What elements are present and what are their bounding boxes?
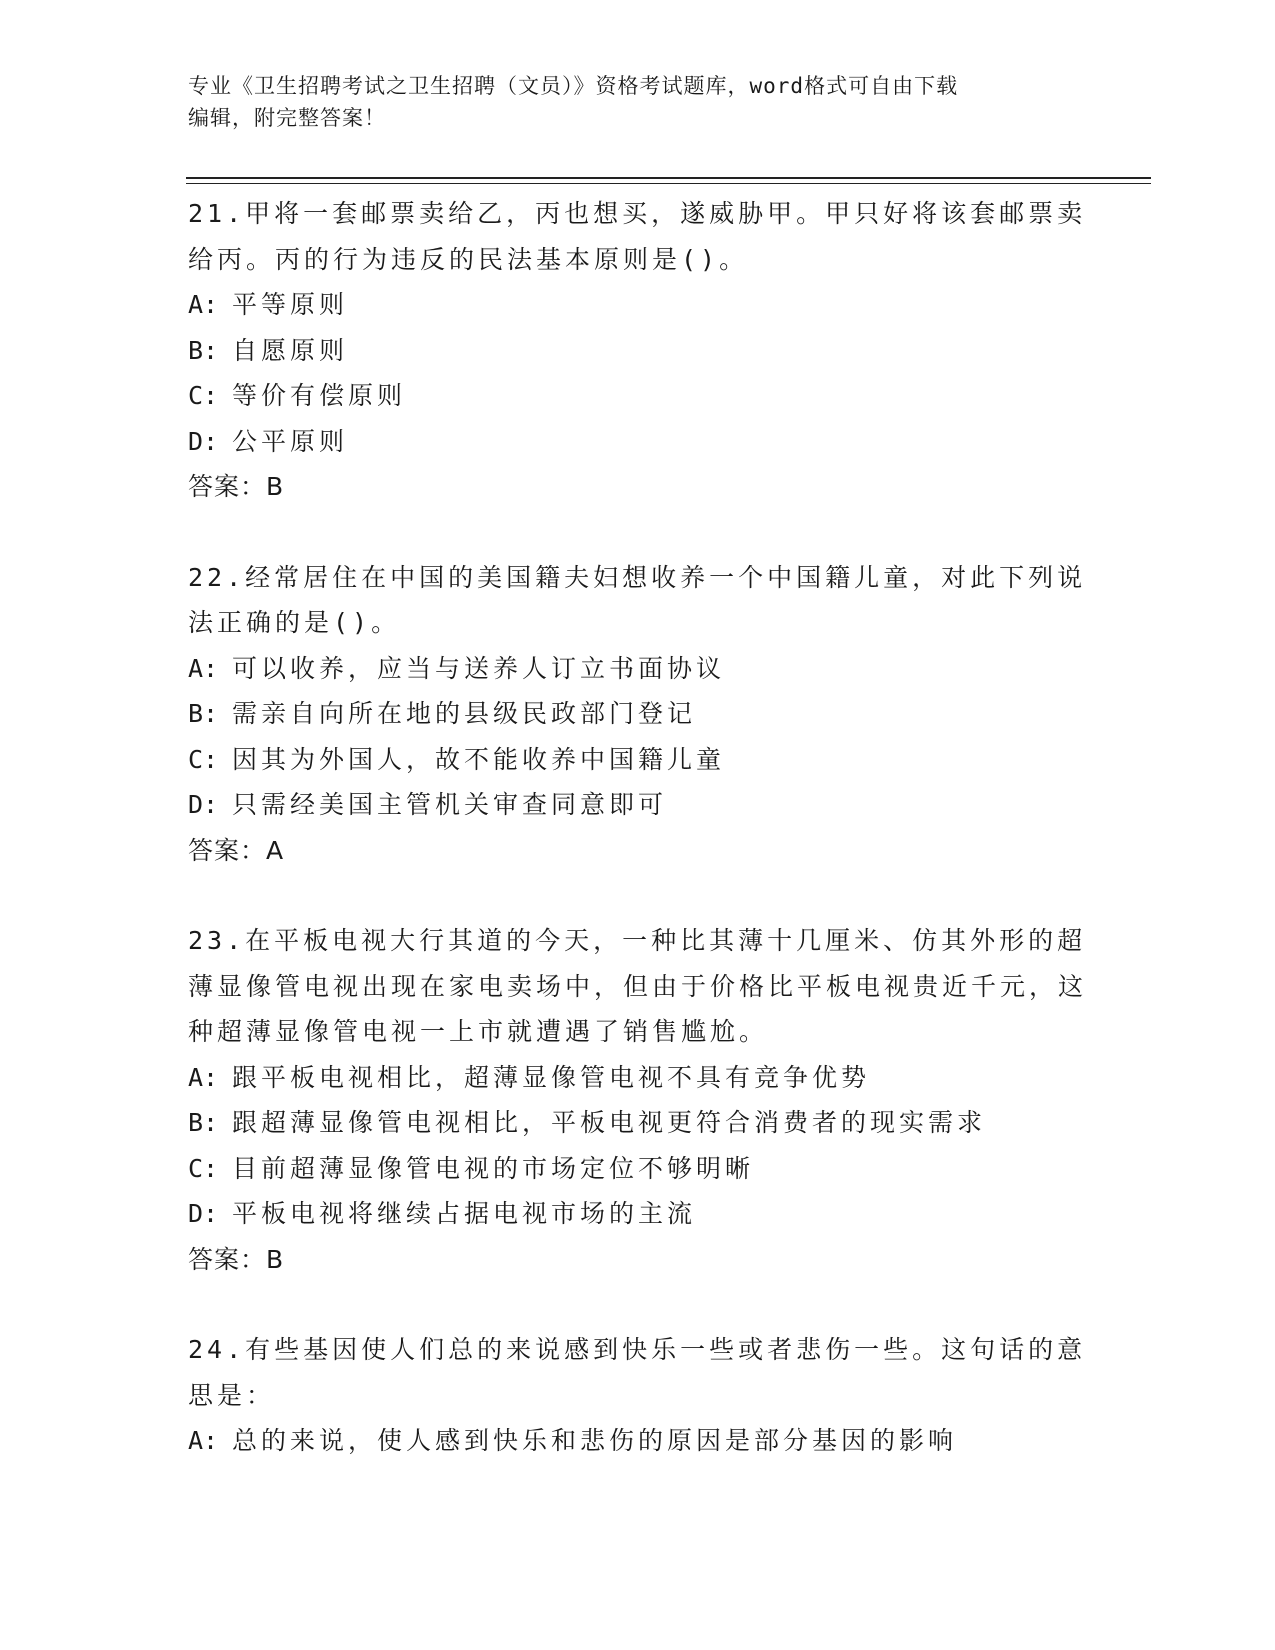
option-text: 因其为外国人，故不能收养中国籍儿童 <box>232 744 726 774</box>
option-text: 跟超薄显像管电视相比，平板电视更符合消费者的现实需求 <box>232 1108 987 1137</box>
question-22 <box>188 555 1088 874</box>
question-stem: 22.经常居住在中国的美国籍夫妇想收养一个中国籍儿童，对此下列说法正确的是()。 <box>188 562 1087 637</box>
option-c <box>188 373 1088 419</box>
option-key: C: <box>188 744 219 774</box>
option-text: 公平原则 <box>232 426 349 456</box>
option-key: C: <box>188 381 219 410</box>
question-stem: 21.甲将一套邮票卖给乙，丙也想买，遂威胁甲。甲只好将该套邮票卖给丙。丙的行为违反的民法基本原则是()。 <box>188 199 1087 274</box>
option-key: A: <box>188 290 219 319</box>
option-b <box>188 328 1088 374</box>
option-key: A: <box>188 1062 219 1092</box>
answer-line: 答案：A <box>188 835 285 865</box>
question-stem: 23.在平板电视大行其道的今天，一种比其薄十几厘米、仿其外形的超薄显像管电视出现在家电卖场中，但由于价格比平板电视贵近千元，这种超薄显像管电视一上市就遭遇了销售尴尬。 <box>188 926 1088 1046</box>
header-line-2: 编辑，附完整答案！ <box>188 106 386 130</box>
answer-line: 答案：B <box>188 1244 285 1274</box>
option-key: D: <box>188 426 219 456</box>
option-text: 只需经美国主管机关审查同意即可 <box>232 790 668 819</box>
option-text: 目前超薄显像管电视的市场定位不够明晰 <box>232 1153 755 1183</box>
option-key: C: <box>188 1153 219 1183</box>
header-line-1: 专业《卫生招聘考试之卫生招聘（文员）》资格考试题库，word格式可自由下载 <box>188 74 959 98</box>
option-key: B: <box>188 1108 219 1137</box>
option-d <box>188 419 1088 465</box>
option-text: 自愿原则 <box>232 335 349 365</box>
option-a <box>188 646 1088 692</box>
option-c <box>188 737 1088 783</box>
option-key: A: <box>188 1426 219 1455</box>
header-divider-thick <box>186 177 1151 179</box>
option-text: 可以收养，应当与送养人订立书面协议 <box>232 653 726 683</box>
header-divider-thin <box>186 183 1151 184</box>
option-text: 平板电视将继续占据电视市场的主流 <box>232 1199 697 1228</box>
option-key: B: <box>188 335 219 365</box>
option-a <box>188 282 1088 328</box>
option-text: 等价有偿原则 <box>232 381 407 410</box>
question-list <box>188 191 1088 1509</box>
option-d <box>188 1191 1088 1237</box>
option-text: 总的来说，使人感到快乐和悲伤的原因是部分基因的影响 <box>232 1426 958 1455</box>
option-text: 平等原则 <box>232 290 349 319</box>
question-stem: 24.有些基因使人们总的来说感到快乐一些或者悲伤一些。这句话的意思是： <box>188 1335 1087 1410</box>
option-c <box>188 1146 1088 1192</box>
question-23 <box>188 918 1088 1282</box>
option-b <box>188 1100 1088 1146</box>
option-key: D: <box>188 1199 219 1228</box>
option-b <box>188 691 1088 737</box>
option-a <box>188 1055 1088 1101</box>
option-d <box>188 782 1088 828</box>
option-text: 需亲自向所在地的县级民政部门登记 <box>232 699 697 728</box>
option-key: A: <box>188 653 219 683</box>
document-header <box>188 70 1068 134</box>
option-key: B: <box>188 699 219 728</box>
option-key: D: <box>188 790 219 819</box>
question-21 <box>188 191 1088 510</box>
question-24 <box>188 1327 1088 1464</box>
option-a <box>188 1418 1088 1464</box>
option-text: 跟平板电视相比，超薄显像管电视不具有竞争优势 <box>232 1062 871 1092</box>
answer-line: 答案：B <box>188 472 285 501</box>
